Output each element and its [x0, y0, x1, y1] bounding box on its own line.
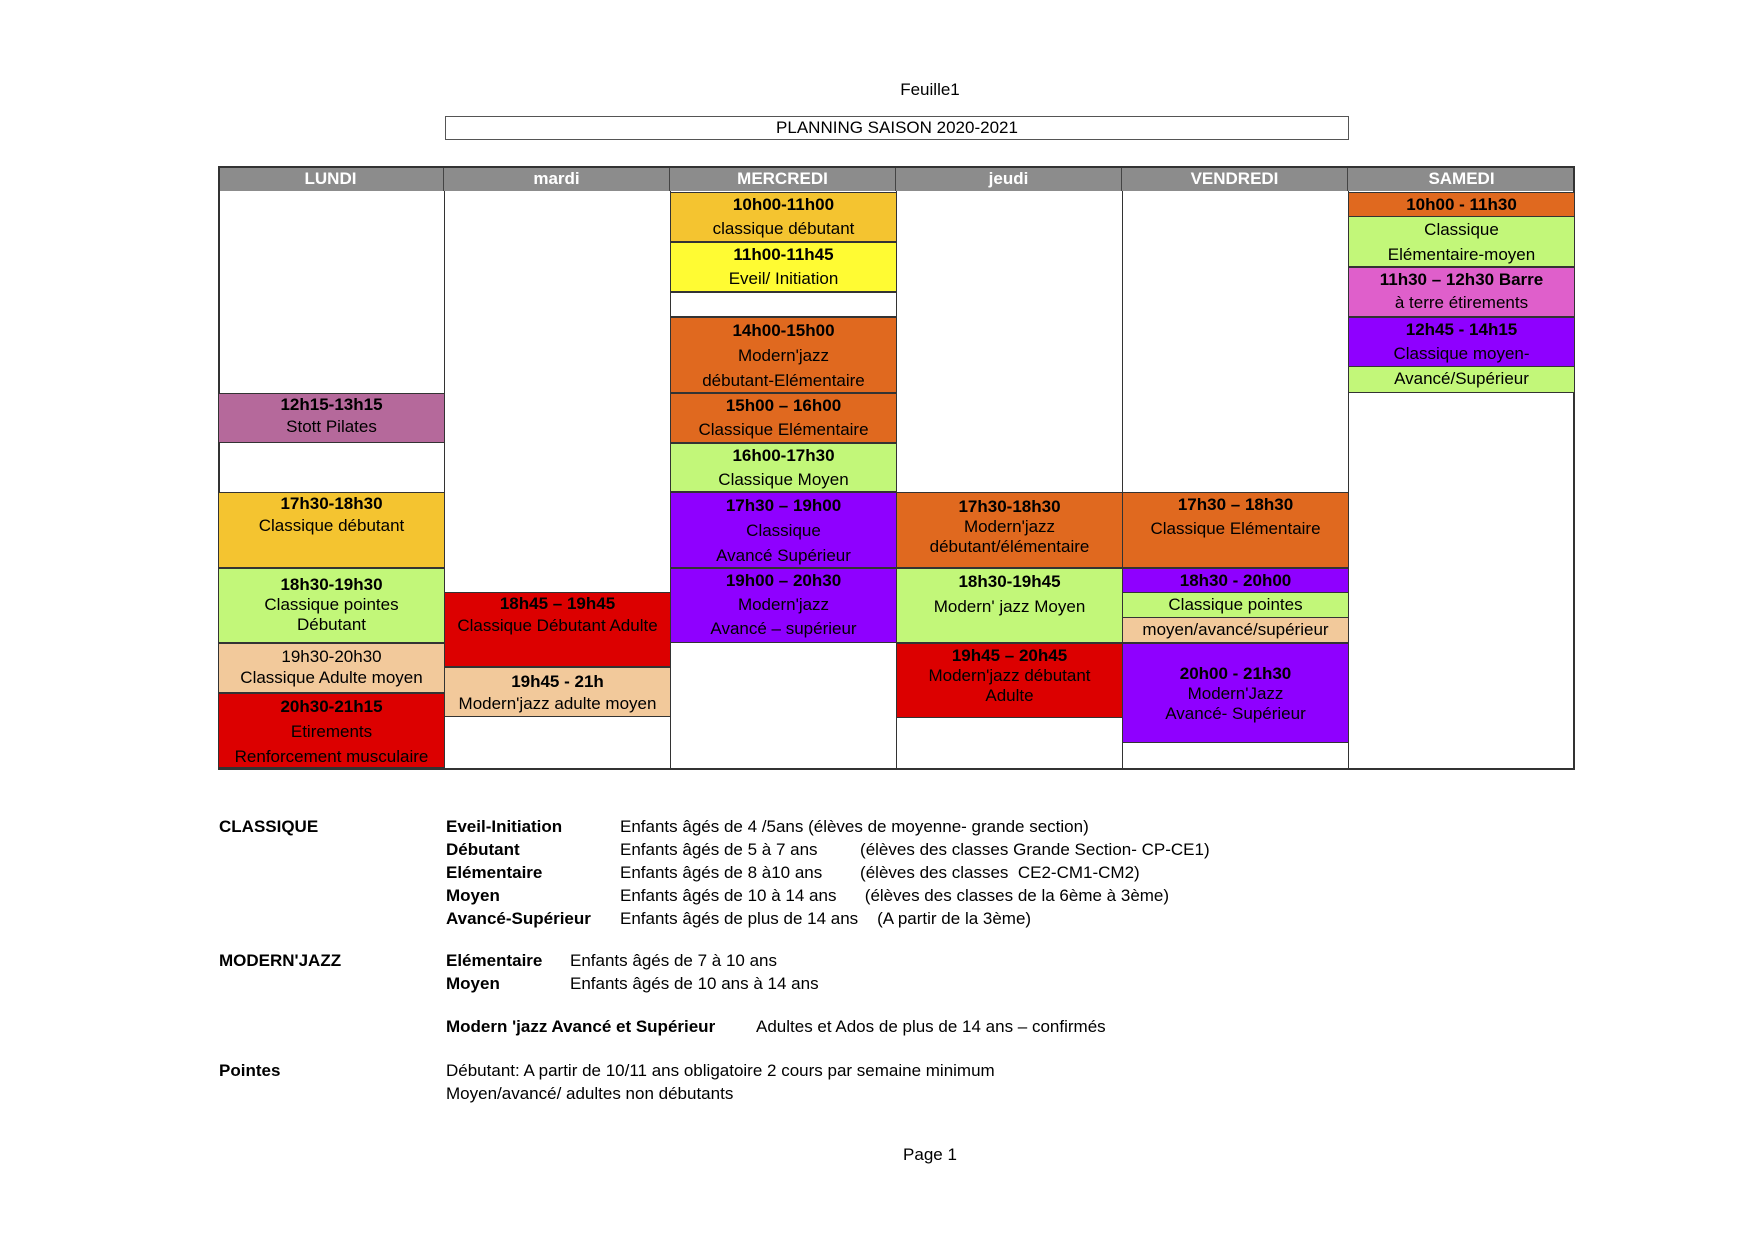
legend-row: Moyen/avancé/ adultes non débutants [446, 1084, 734, 1103]
class-time: 11h30 – 12h30 Barre [1379, 270, 1544, 289]
class-block-vendredi-classique-elementaire [1123, 492, 1348, 568]
class-block-lundi-etirements [219, 693, 444, 768]
class-name: Eveil/ Initiation [728, 269, 839, 288]
legend-row [446, 840, 1210, 863]
class-name: Classique débutant [258, 516, 405, 535]
class-time: 18h30 - 20h00 [1179, 571, 1292, 590]
class-block-vendredi-pointes-time [1123, 568, 1348, 593]
class-time: 16h00-17h30 [732, 446, 835, 465]
legend-row [446, 863, 1140, 886]
legend-classique-rows [446, 817, 1210, 932]
class-name: Classique [1424, 220, 1499, 239]
legend-row [446, 909, 1032, 932]
class-block-samedi-classique-time [1349, 192, 1574, 217]
class-block-lundi-adulte-moyen [219, 643, 444, 693]
class-time: 17h30 – 18h30 [1177, 495, 1294, 514]
class-name: Classique Moyen [718, 470, 849, 489]
day-header-samedi: SAMEDI [1348, 167, 1575, 191]
day-header-mercredi: MERCREDI [670, 167, 896, 191]
class-name: Classique Débutant Adulte [457, 616, 658, 635]
legend-modernjazz-label: MODERN'JAZZ [219, 951, 342, 970]
class-block-jeudi-modernjazz-debutant [897, 492, 1122, 568]
class-name: Stott Pilates [286, 417, 377, 436]
legend-classique-label: CLASSIQUE [219, 817, 319, 836]
class-name: Classique Elémentaire [698, 420, 869, 439]
class-time: 20h00 - 21h30 [1179, 664, 1292, 683]
legend-row [446, 1017, 1106, 1040]
day-header-lundi: LUNDI [218, 167, 444, 191]
class-level: Avancé – supérieur [710, 619, 857, 638]
class-name: Modern'jazz [737, 595, 830, 614]
class-block-mardi-debutant-adulte [445, 592, 670, 667]
class-block-vendredi-pointes-name [1123, 593, 1348, 618]
class-level: Débutant [297, 615, 366, 634]
class-time: 19h45 - 21h [511, 672, 604, 691]
legend-level: Eveil-Initiation [446, 817, 563, 836]
class-level: Avancé- Supérieur [1165, 704, 1306, 723]
legend-desc: Enfants âgés de plus de 14 ans (A partir de la 3ème) [620, 909, 1032, 928]
class-time: 18h30-19h30 [280, 575, 383, 594]
legend-row [446, 974, 819, 997]
class-time: 15h00 – 16h00 [725, 396, 842, 415]
class-block-mercredi-classique-moyen [671, 443, 896, 492]
class-block-jeudi-modernjazz-moyen [897, 568, 1122, 643]
class-block-mercredi-modernjazz-avance [671, 568, 896, 643]
class-name: Classique Elémentaire [1150, 519, 1321, 538]
class-time: 12h45 - 14h15 [1405, 320, 1518, 339]
legend-desc: Enfants âgés de 4 /5ans (élèves de moyenne- grande section) [620, 817, 1089, 836]
sheet-name: Feuille1 [900, 80, 960, 99]
legend-pointes-label: Pointes [219, 1061, 281, 1080]
class-level: Adulte [985, 686, 1034, 705]
class-name-2: Renforcement musculaire [234, 747, 429, 766]
legend-level: Modern 'jazz Avancé et Supérieur [446, 1017, 716, 1036]
class-name: Modern'jazz [737, 346, 830, 365]
legend-desc: Enfants âgés de 5 à 7 ans (élèves des classes Grande Section- CP-CE1) [620, 840, 1210, 859]
class-name: Modern' jazz Moyen [933, 597, 1086, 616]
class-block-samedi-barre-terre [1349, 267, 1574, 317]
class-block-vendredi-modernjazz-avance [1123, 643, 1348, 743]
legend-pointes-rows [446, 1061, 995, 1107]
class-time: 12h15-13h15 [280, 395, 383, 414]
class-block-mercredi-classique-elementaire [671, 393, 896, 443]
class-block-mercredi-eveil [671, 242, 896, 292]
class-block-lundi-classique-debutant [219, 492, 444, 568]
class-block-samedi-classique-avance [1349, 317, 1574, 367]
class-time: 17h30-18h30 [280, 494, 383, 513]
class-level: débutant-Elémentaire [702, 371, 865, 390]
day-header-mardi: mardi [444, 167, 670, 191]
legend-row [446, 817, 1089, 840]
class-block-mardi-modernjazz-adulte [445, 667, 670, 717]
class-time: 11h00-11h45 [733, 245, 834, 264]
class-level: débutant/élémentaire [929, 537, 1090, 556]
class-time: 14h00-15h00 [732, 321, 835, 340]
class-time: 10h00-11h00 [732, 195, 835, 214]
class-name: Modern'jazz adulte moyen [458, 694, 657, 713]
class-time: 19h30-20h30 [281, 647, 382, 666]
class-level: Avancé Supérieur [716, 546, 851, 565]
legend-desc: Enfants âgés de 7 à 10 ans [570, 951, 777, 970]
class-level: moyen/avancé/supérieur [1142, 620, 1329, 639]
class-level: Elémentaire-moyen [1387, 245, 1536, 264]
legend-level: Avancé-Supérieur [446, 909, 591, 928]
legend-row: Débutant: A partir de 10/11 ans obligatoire 2 cours par semaine minimum [446, 1061, 995, 1080]
class-time: 20h30-21h15 [280, 697, 383, 716]
class-time: 17h30 – 19h00 [725, 496, 842, 515]
class-name: Classique pointes [1168, 595, 1303, 614]
class-block-samedi-classique-avance-level [1349, 367, 1574, 393]
day-header-jeudi: jeudi [896, 167, 1122, 191]
class-name: Modern'Jazz [1187, 684, 1284, 703]
class-name: Modern'jazz débutant [928, 666, 1091, 685]
class-time: 18h30-19h45 [958, 572, 1061, 591]
legend-level: Débutant [446, 840, 520, 859]
class-block-lundi-pointes [219, 568, 444, 643]
class-name: Classique Adulte moyen [240, 668, 423, 687]
class-block-samedi-classique [1349, 217, 1574, 267]
class-name: Modern'jazz [963, 517, 1056, 536]
class-name: Classique moyen- [1393, 344, 1530, 363]
class-block-lundi-pilates [219, 393, 444, 443]
legend-desc: Adultes et Ados de plus de 14 ans – confirmés [756, 1017, 1106, 1036]
class-block-jeudi-modernjazz-adulte [897, 643, 1122, 718]
class-name: classique débutant [712, 219, 855, 238]
class-time: 10h00 - 11h30 [1406, 195, 1517, 214]
class-time: 18h45 – 19h45 [499, 594, 616, 613]
legend-level: Moyen [446, 886, 500, 905]
day-header-vendredi: VENDREDI [1122, 167, 1348, 191]
class-time: 17h30-18h30 [958, 497, 1061, 516]
empty-slot [671, 292, 896, 317]
legend-level: Elémentaire [446, 951, 543, 970]
legend-row [446, 951, 777, 974]
legend-level: Elémentaire [446, 863, 543, 882]
class-name: Classique [746, 521, 821, 540]
class-name: Classique pointes [264, 595, 399, 614]
class-name: à terre étirements [1394, 293, 1529, 312]
class-level: Avancé/Supérieur [1394, 369, 1529, 388]
class-block-mercredi-classique-avance [671, 492, 896, 568]
class-block-mercredi-classique-debutant [671, 192, 896, 242]
legend-desc: Enfants âgés de 10 à 14 ans (élèves des classes de la 6ème à 3ème) [620, 886, 1170, 905]
class-time: 19h00 – 20h30 [725, 571, 842, 590]
class-time: 19h45 – 20h45 [951, 646, 1068, 665]
legend-desc: Enfants âgés de 10 ans à 14 ans [570, 974, 819, 993]
legend-level: Moyen [446, 974, 500, 993]
planning-title: PLANNING SAISON 2020-2021 [445, 116, 1349, 140]
class-block-mercredi-modernjazz-debutant [671, 317, 896, 393]
class-block-vendredi-pointes-level [1123, 618, 1348, 643]
class-name: Etirements [290, 722, 373, 741]
page-number: Page 1 [903, 1145, 957, 1164]
legend-modernjazz-rows [446, 951, 1106, 1040]
legend-row [446, 886, 1170, 909]
legend-desc: Enfants âgés de 8 à10 ans (élèves des classes CE2-CM1-CM2) [620, 863, 1140, 882]
